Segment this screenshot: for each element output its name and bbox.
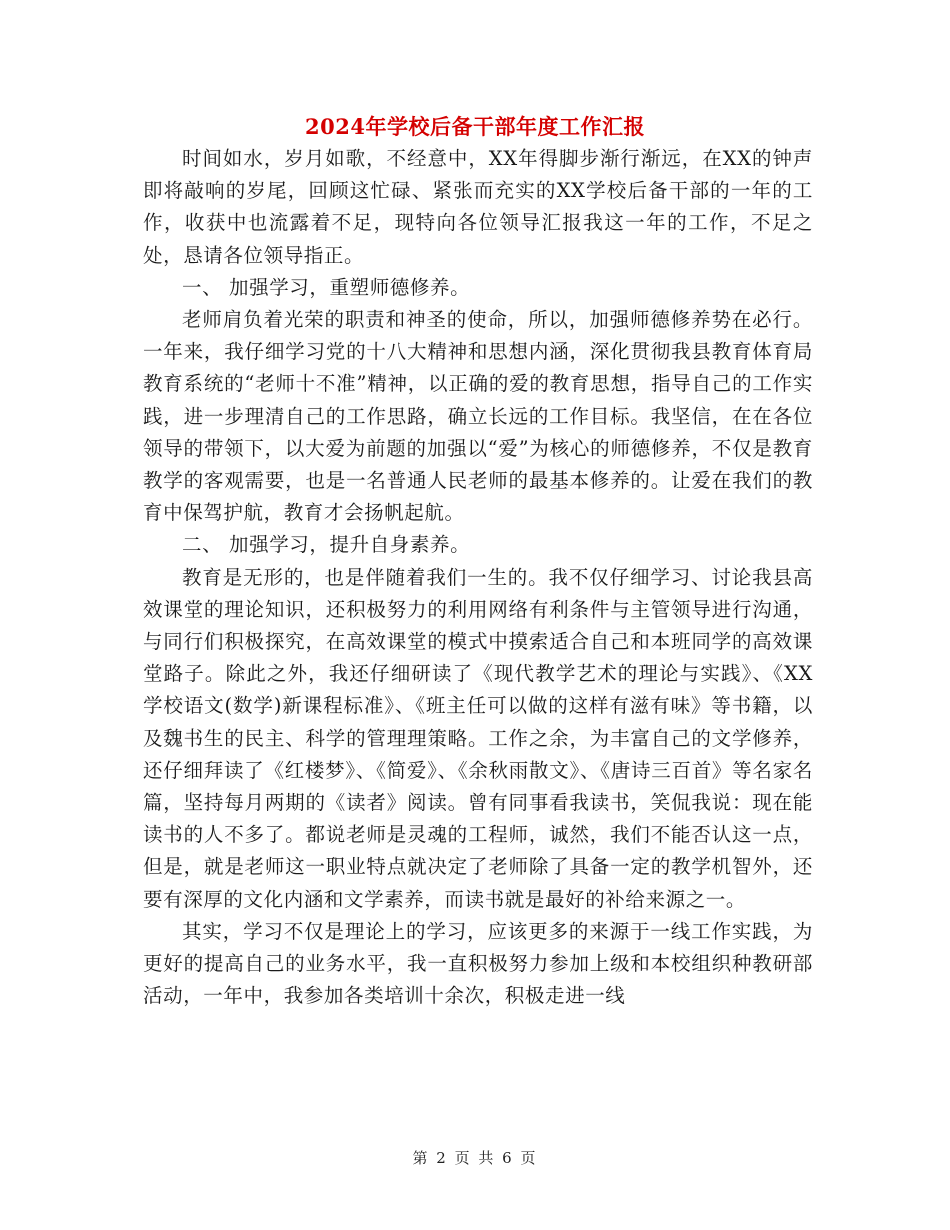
paragraph-section-2: 教育是无形的，也是伴随着我们一生的。我不仅仔细学习、讨论我县高效课堂的理论知识，还积极努力的利用网络有利条件与主管领导进行沟通，与同行们积极探究，在高效课堂的模式中摸索适合自己和本班同学的高效课堂路子。除此之外，我还仔细研读了《现代教学艺术的理论与实践》、《XX学校语文(数学)新课程标准》、《班主任可以做的这样有滋有味》等书籍，以及魏书生的民主、科学的管理理策略。工作之余，为丰富自己的文学修养，还仔细拜读了《红楼梦》、《简爱》、《余秋雨散文》、《唐诗三百首》等名家名篇，坚持每月两期的《读者》阅读。曾有同事看我读书，笑侃我说：现在能读书的人不多了。都说老师是灵魂的工程师，诚然，我们不能否认这一点，但是，就是老师这一职业特点就决定了老师除了具备一定的教学机智外，还要有深厚的文化内涵和文学素养，而读书就是最好的补给来源之一。 [143, 565, 813, 911]
document-body [143, 143, 813, 1012]
page-number-footer: 第 2 页 共 6 页 [412, 1149, 538, 1167]
paragraph-intro: 时间如水，岁月如歌，不经意中，XX年得脚步渐行渐远，在XX的钟声即将敲响的岁尾，回顾这忙碌、紧张而充实的XX学校后备干部的一年的工作，收获中也流露着不足，现特向各位领导汇报我这一年的工作，不足之处，恳请各位领导指正。 [143, 147, 813, 267]
paragraph-practice: 其实，学习不仅是理论上的学习，应该更多的来源于一线工作实践，为更好的提高自己的业务水平，我一直积极努力参加上级和本校组织种教研部活动，一年中，我参加各类培训十余次，积极走进一线 [143, 919, 813, 1008]
section-heading-1: 一、 加强学习，重塑师德修养。 [182, 275, 471, 299]
paragraph-section-1: 老师肩负着光荣的职责和神圣的使命，所以，加强师德修养势在必行。一年来，我仔细学习党的十八大精神和思想内涵，深化贯彻我县教育体育局教育系统的“老师十不准”精神，以正确的爱的教育思想，指导自己的工作实践，进一步理清自己的工作思路，确立长远的工作目标。我坚信，在在各位领导的带领下，以大爱为前题的加强以“爱”为核心的师德修养，不仅是教育教学的客观需要，也是一名普通人民老师的最基本修养的。让爱在我们的教育中保驾护航，教育才会扬帆起航。 [143, 308, 813, 525]
document-title: 2024年学校后备干部年度工作汇报 [305, 114, 645, 139]
section-heading-2: 二、 加强学习，提升自身素养。 [182, 533, 471, 557]
